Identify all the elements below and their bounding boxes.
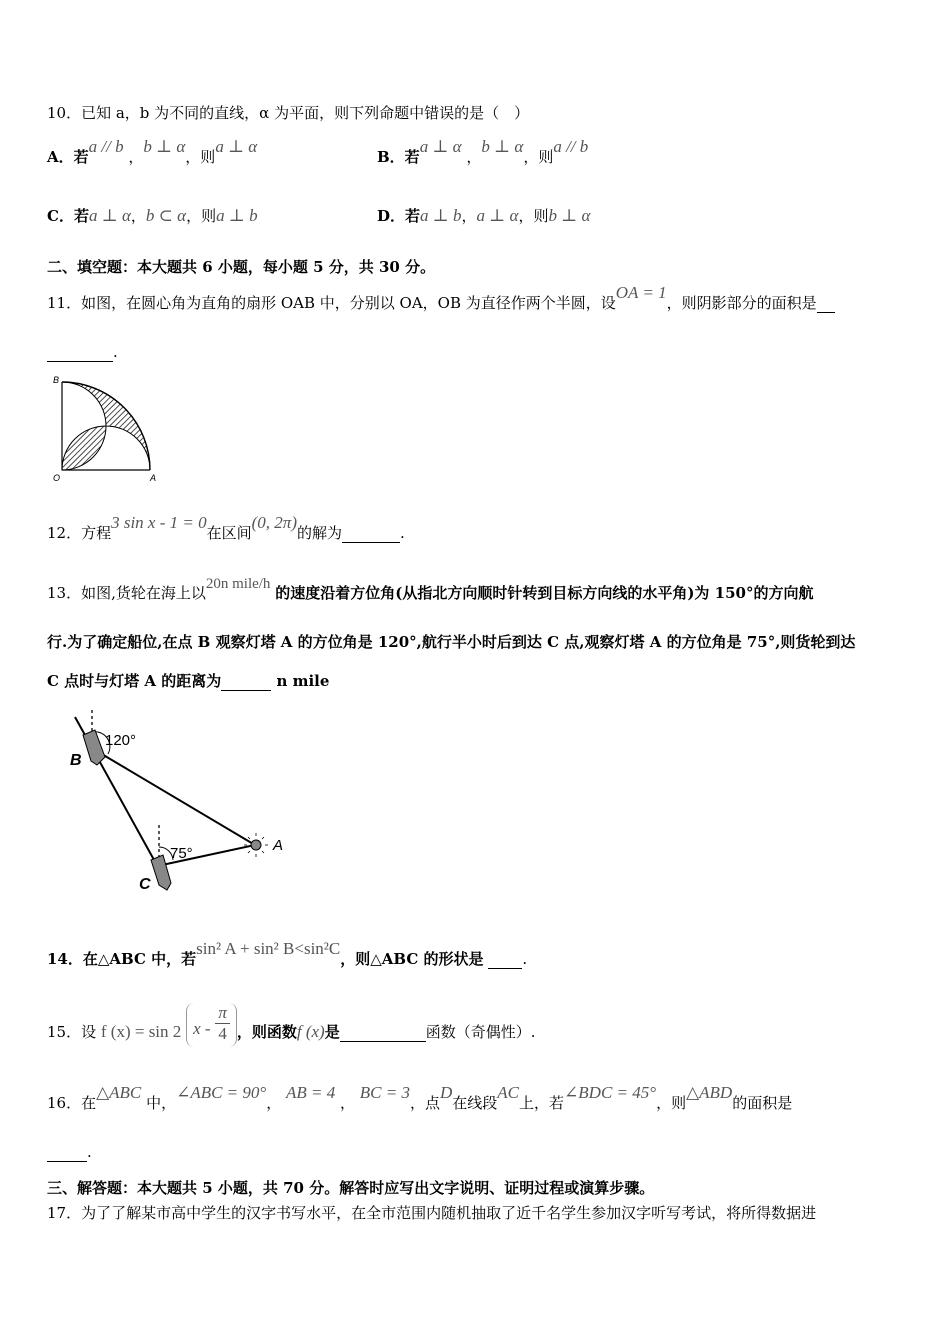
label-a: A <box>150 473 157 483</box>
answer-blank <box>47 1143 87 1162</box>
text: n mile <box>271 672 330 690</box>
shaded-lens <box>62 426 106 470</box>
math: AB = 4 <box>285 1083 336 1102</box>
answer-blank <box>488 950 522 969</box>
math: sin² A + sin² B<sin²C <box>196 939 341 958</box>
math: OA = 1 <box>615 283 667 302</box>
text: 在线段 <box>452 1094 498 1112</box>
math: b ⊥ α <box>481 137 524 156</box>
option-label: A．若 <box>47 148 89 166</box>
math: D <box>440 1083 453 1102</box>
q10-option-a: A．若a // b ，b ⊥ α，则a ⊥ α <box>47 137 258 166</box>
lighthouse-a <box>251 840 261 850</box>
sector-figure <box>48 374 163 484</box>
math: f (x) = sin 2 <box>100 1022 182 1041</box>
q13-line3 <box>47 670 329 691</box>
q10-option-d: D．若a ⊥ b，a ⊥ α，则b ⊥ α <box>377 206 591 225</box>
text: 11．如图，在圆心角为直角的扇形 OAB 中，分别以 OA，OB 为直径作两个半圆，设 <box>47 294 616 312</box>
text: 的解为 <box>296 524 342 542</box>
text: 上，若 <box>519 1094 565 1112</box>
text: 14．在△ABC 中，若 <box>47 950 197 968</box>
math: ∠ABC = 90° <box>176 1083 267 1102</box>
math: f (x) <box>296 1022 325 1041</box>
text: 的速度沿着方位角(从指北方向顺时针转到目标方向线的水平角)为 150°的方向航 <box>275 584 814 602</box>
text: ，点 <box>409 1094 440 1112</box>
angle-label-120: 120° <box>105 732 137 749</box>
text: 15．设 <box>47 1023 97 1041</box>
text: 12．方程 <box>47 524 112 542</box>
math: b ⊂ α <box>145 206 187 225</box>
q16-blank-continued: . <box>47 1143 92 1162</box>
answer-blank <box>817 294 835 313</box>
math: AC <box>497 1083 520 1102</box>
math: △ABD <box>686 1083 733 1102</box>
math: (0, 2π) <box>251 513 297 532</box>
q15-text <box>47 1003 536 1047</box>
text: 在区间 <box>206 524 252 542</box>
text: ，则△ABC 的形状是 <box>340 950 484 968</box>
fraction <box>215 1003 230 1044</box>
text: 是 <box>324 1023 340 1041</box>
option-label: C．若 <box>47 207 89 225</box>
text: 中， <box>146 1094 177 1112</box>
math: b ⊥ α <box>143 137 186 156</box>
label-b: B <box>70 752 82 769</box>
math: a ⊥ b <box>420 206 462 225</box>
math: a // b <box>553 137 589 156</box>
angle-label-75: 75° <box>170 845 193 862</box>
text: ，则函数 <box>236 1023 297 1041</box>
text: ，则 <box>185 148 216 166</box>
section-heading-2: 二、填空题：本大题共 6 小题，每小题 5 分，共 30 分。 <box>47 258 436 276</box>
answer-blank <box>340 1023 426 1042</box>
math: a ⊥ α <box>215 137 258 156</box>
math: a ⊥ b <box>216 206 258 225</box>
math: a ⊥ α <box>419 137 462 156</box>
math: b ⊥ α <box>548 206 591 225</box>
label-o: O <box>53 473 61 483</box>
text: 的面积是 <box>732 1094 793 1112</box>
math: △ABC <box>96 1083 142 1102</box>
q14-text: 14．在△ABC 中，若sin² A + sin² B<sin²C，则△ABC 的形状是 . <box>47 939 528 968</box>
label-b: B <box>53 375 60 385</box>
math: π <box>215 1003 230 1024</box>
answer-blank <box>47 343 113 362</box>
text: ，则 <box>518 207 549 225</box>
q10-option-c: C．若a ⊥ α，b ⊂ α，则a ⊥ b <box>47 206 258 225</box>
q11-text <box>47 283 835 313</box>
option-label: B．若 <box>377 148 420 166</box>
option-label: D．若 <box>377 207 421 225</box>
text: 16．在 <box>47 1094 97 1112</box>
answer-blank <box>342 524 400 543</box>
math-paren-group <box>186 1003 237 1047</box>
q13-line2: 行.为了确定船位,在点 B 观察灯塔 A 的方位角是 120°,航行半小时后到达 C 点,观察灯塔 A 的方位角是 75°,则货轮到达 <box>47 633 856 651</box>
q10-stem: 10．已知 a，b 为不同的直线，α 为平面，则下列命题中错误的是（ ） <box>47 104 530 122</box>
navigation-figure <box>65 705 295 900</box>
ship-c <box>151 855 171 890</box>
q11-blank-continued: . <box>47 343 118 362</box>
math: x - <box>193 1018 211 1038</box>
section-heading-3: 三、解答题：本大题共 5 小题，共 70 分。解答时应写出文字说明、证明过程或演算步骤。 <box>47 1179 655 1197</box>
text: ，则 <box>523 148 554 166</box>
q17-text: 17．为了了解某市高中学生的汉字书写水平，在全市范围内随机抽取了近千名学生参加汉字听写考试，将所得数据进 <box>47 1204 817 1222</box>
q16-text: 16．在△ABC 中，∠ABC = 90°， AB = 4 ， BC = 3，点D在线段AC上，若∠BDC = 45°，则△ABD的面积是 <box>47 1083 793 1112</box>
math: 4 <box>218 1024 227 1043</box>
math: a ⊥ α <box>476 206 519 225</box>
answer-blank <box>221 672 271 691</box>
text: 13．如图,货轮在海上以 <box>47 584 206 602</box>
label-a: A <box>273 837 284 854</box>
q12-text: 12．方程3 sin x - 1 = 0在区间(0, 2π)的解为 . <box>47 513 405 542</box>
math: BC = 3 <box>359 1083 410 1102</box>
text: ，则阴影部分的面积是 <box>666 294 817 312</box>
text: 函数（奇偶性）. <box>425 1023 536 1041</box>
text: C 点时与灯塔 A 的距离为 <box>47 672 222 690</box>
label-c: C <box>139 876 151 893</box>
text: ，则 <box>656 1094 687 1112</box>
ship-b <box>83 730 105 765</box>
math: 3 sin x - 1 = 0 <box>111 513 207 532</box>
q13-line1 <box>47 576 814 603</box>
math: 20n mile/h <box>205 576 271 592</box>
math: a // b <box>88 137 124 156</box>
math: a ⊥ α <box>88 206 131 225</box>
math: ∠BDC = 45° <box>564 1083 657 1102</box>
text: ，则 <box>186 207 217 225</box>
q10-option-b: B．若a ⊥ α ，b ⊥ α，则a // b <box>377 137 589 166</box>
